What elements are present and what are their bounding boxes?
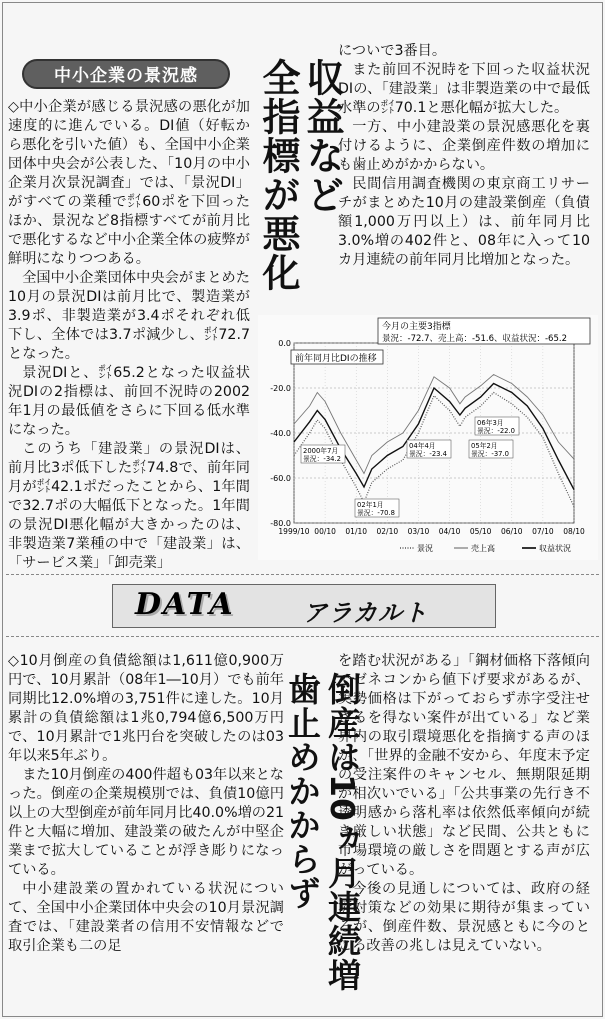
paragraph: ◇中小企業が感じる景況感の悪化が加速度的に進んでいる。DI値（好転から悪化を引いた値）も、全国中小企業団体中央会が公表した、「10月の中小企業月次景況調査」では、「景況DI」がすべての業種で㌽60ポを下回ったほか、景況など8指標すべてが前月比で悪化するなど中小企業全体の疲弊が鮮明になりつつある。 [8,99,250,267]
x-tick-label: 1999/10 [278,527,310,536]
chart-title: 前年同月比DIの推移 [295,354,377,364]
paragraph: また前回不況時を下回った収益状況DIの、「建設業」は非製造業の中で最低水準の㌽70.1と悪化幅が拡大した。 [338,62,590,116]
annotation-value: 景況：-23.4 [409,450,447,458]
x-tick-label: 06/10 [500,527,523,536]
headline-line: 倒産は10ヵ月連続増 [323,672,362,992]
chart-svg [258,315,598,560]
x-tick-label: 01/10 [345,527,368,536]
header-box-title: 今月の主要3指標 [382,322,451,332]
di-trend-chart [258,315,598,560]
bottom-article-col1 [8,652,284,956]
x-tick-label: 07/10 [532,527,554,536]
paragraph: についで3番目。 [338,43,447,59]
annotation-value: 景況：-70.8 [357,509,395,517]
y-tick-label: -80.0 [270,519,291,528]
x-tick-label: 02/10 [376,527,399,536]
paragraph: 今後の見通しについては、政府の経済対策などの効果に期待が集まっているが、倒産件数、景況感ともに今のところ改善の兆しは見えていない。 [338,881,590,954]
x-tick-label: 00/10 [314,527,336,536]
annotation-value: 景況：-22.0 [477,427,515,435]
divider-bottom [6,636,599,637]
y-tick-label: -40.0 [270,429,291,438]
legend-label: 景況 [417,544,433,553]
annotation-label: 02年1月 [357,501,384,509]
data-alacarte-banner [112,584,496,628]
annotation-label: 2000年7月 [303,447,339,455]
header-box-values: 景況：-72.7、売上高：-51.6、収益状況：-65.2 [382,334,567,344]
annotation-value: 景況：-37.0 [471,450,509,458]
annotation-label: 06年3月 [477,419,504,427]
top-headline [256,58,344,308]
paragraph: ◇10月倒産の負債総額は1,611億0,900万円で、10月累計（08年1―10月）でも前年同期比12.0%増の3,751件に達した。10月累計の負債総額は1兆0,794億6,500万円で、10月累計で1兆円台を突破したのは03年以来5年ぶり。 [8,653,284,764]
x-tick-label: 05/10 [469,527,492,536]
paragraph: 全国中小企業団体中央会がまとめた10月の景況DIは前月比で、製造業が3.9ポ、非製造業が3.4ポそれぞれ低下し、全体では3.7ポ減少し、㌽72.7となった。 [8,270,250,362]
banner-main: DATA [135,587,235,622]
headline-line: 全指標が悪化 [256,58,300,292]
y-tick-label: -20.0 [270,384,291,393]
y-tick-label: -60.0 [270,474,291,483]
paragraph: このうち「建設業」の景況DIは、前月比3ポ低下した㌽74.8で、前年同月が㌽42.1ポだったことから、1年間で32.7ポの大幅低下となった。1年間の景況DI悪化幅が大きかったのは、非製造業7業種の中で「建設業」は、「サービス業」「卸売業」 [8,441,250,571]
section-badge: 中小企業の景況感 [22,59,230,89]
banner-sub: アラカルト [303,599,428,627]
paragraph: 中小建設業の置かれている状況について、全国中小企業団体中央会の10月景況調査では、「建設業者の信用不安情報などで取引企業も二の足 [8,881,284,954]
x-tick-label: 03/10 [407,527,430,536]
paragraph: 民間信用調査機関の東京商工リサーチがまとめた10月の建設業倒産（負債額1,000万円以上）は、前年同月比3.0%増の402件と、08年に入って10カ月連続の前年同月比増加となった。 [338,176,590,268]
divider-top [6,574,599,575]
legend-label: 収益状況 [539,544,571,553]
annotation-label: 04年4月 [409,442,436,450]
paragraph: 一方、中小建設業の景況感悪化を裏付けるように、企業倒産件数の増加にも歯止めがかからない。 [338,119,590,173]
annotation-value: 景況：-34.2 [303,455,341,463]
x-tick-label: 08/10 [563,527,585,536]
paragraph: 景況DIと、㌽65.2となった収益状況DIの2指標は、前回不況時の2002年1月の最低値をさらに下回る低水準になった。 [8,365,250,438]
paragraph: を踏む状況がある」「鋼材価格下落傾向でゼネコンから値下げ要求があるが、実勢価格は下がっておらず赤字受注せざるを得ない案件が出ている」など業界内の取引環境悪化を指摘する声のほか、「世界的金融不安から、年度末予定の受注案件のキャンセル、無期限延期が相次いでいる」「公共事業の先行き不透明感から落札率は依然低率傾向が続き厳しい状態」など民間、公共ともに市場環境の厳しさを問題とする声が広がっている。 [338,653,590,878]
bottom-article-col2 [338,652,590,956]
headline-line: 収益など [300,58,344,214]
top-article-col1 [8,98,250,573]
legend-label: 売上高 [471,544,495,553]
paragraph: また10月倒産の400件超も03年以来となった。倒産の企業規模別では、負債10億円以上の大型倒産が前年同月比40.0%増の21件と大幅に増加、建設業の破たんが中堅企業まで拡大していることが浮き彫りになっている。 [8,767,284,878]
headline-line: 歯止めかからず [283,672,322,910]
top-article-col2 [338,42,590,270]
x-tick-label: 04/10 [438,527,461,536]
y-tick-label: 0.0 [278,339,291,348]
annotation-label: 05年2月 [471,442,498,450]
